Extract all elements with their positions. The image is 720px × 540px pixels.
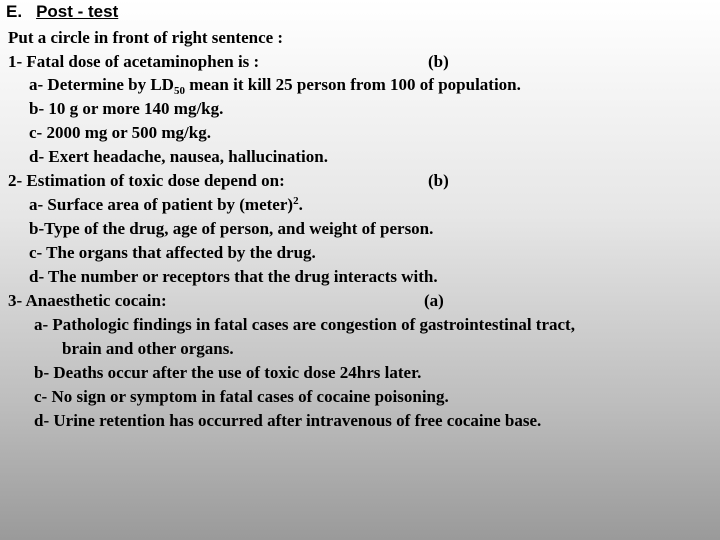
question-3-answer: (a) xyxy=(424,291,444,310)
question-3-stem: 3- Anaesthetic cocain: xyxy=(8,291,167,310)
question-3-option-a-continued: brain and other organs. xyxy=(62,339,234,358)
question-3-option-b: b- Deaths occur after the use of toxic dose 24hrs later. xyxy=(34,363,422,382)
question-1-option-b: b- 10 g or more 140 mg/kg. xyxy=(29,99,224,118)
question-2-stem: 2- Estimation of toxic dose depend on: xyxy=(8,171,285,190)
question-1-option-d: d- Exert headache, nausea, hallucination. xyxy=(29,147,328,166)
section-letter: E. xyxy=(6,2,23,21)
slide-heading xyxy=(6,2,118,22)
question-2-option-c: c- The organs that affected by the drug. xyxy=(29,243,316,262)
section-title: Post - test xyxy=(36,2,119,21)
question-3-option-c: c- No sign or symptom in fatal cases of cocaine poisoning. xyxy=(34,387,449,406)
question-1-option-c: c- 2000 mg or 500 mg/kg. xyxy=(29,123,211,142)
question-1-answer: (b) xyxy=(428,52,449,71)
question-3-option-a: a- Pathologic findings in fatal cases are congestion of gastrointestinal tract, xyxy=(34,315,575,334)
question-2-option-b: b-Type of the drug, age of person, and weight of person. xyxy=(29,219,434,238)
question-2-option-d: d- The number or receptors that the drug interacts with. xyxy=(29,267,438,286)
question-1-stem: 1- Fatal dose of acetaminophen is : xyxy=(8,52,260,71)
question-2-answer: (b) xyxy=(428,171,449,190)
question-2-option-a: a- Surface area of patient by (meter)$^2$. xyxy=(29,195,303,214)
instruction: Put a circle in front of right sentence : xyxy=(8,28,284,47)
question-1-option-a: a- Determine by $LD_{50}$ mean it kill 25 person from 100 of population. xyxy=(29,75,521,97)
question-3-option-d: d- Urine retention has occurred after intravenous of free cocaine base. xyxy=(34,411,542,430)
